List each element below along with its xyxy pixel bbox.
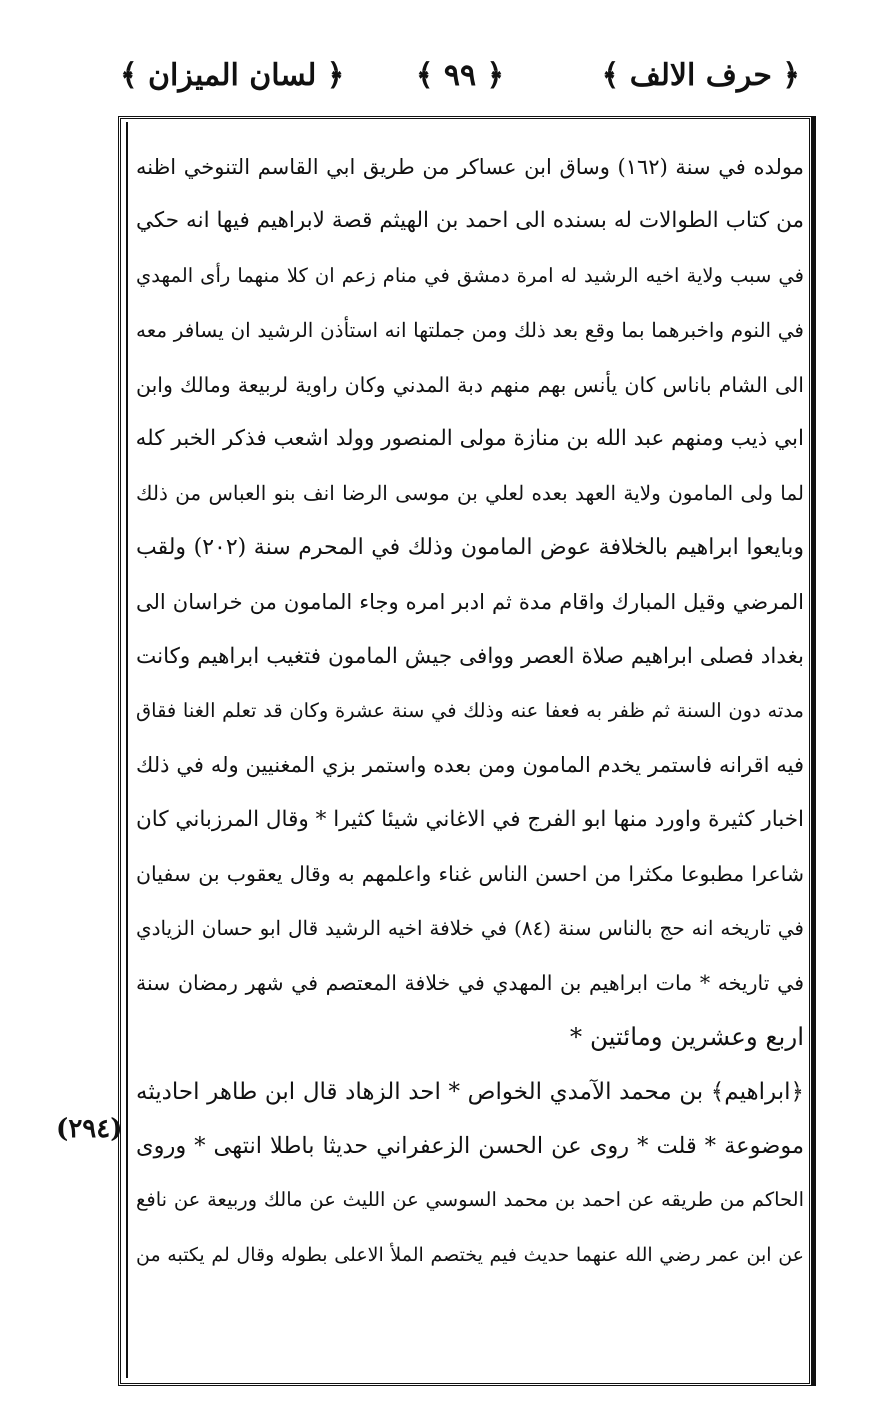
frame-inner-rule bbox=[126, 122, 128, 1378]
text-line: ابي ذيب ومنهم عبد الله بن منازة مولى المنصور وولد اشعب فذكر الخبر كله bbox=[136, 425, 804, 451]
text-line: في سبب ولاية اخيه الرشيد له امرة دمشق في منام زعم ان كلا منهما رأى المهدي bbox=[136, 263, 804, 287]
text-line: شاعرا مطبوعا مكثرا من احسن الناس غناء واعلمهم به وقال يعقوب بن سفيان bbox=[136, 862, 804, 887]
page-number: ﴿ ٩٩ ﴾ bbox=[415, 58, 505, 93]
text-line: الى الشام باناس كان يأنس بهم منهم دبة المدني وكان راوية لربيعة ومالك وابن bbox=[136, 372, 804, 397]
text-line: الحاكم من طريقه عن احمد بن محمد السوسي عن الليث عن مالك وربيعة عن نافع bbox=[136, 1188, 804, 1212]
text-line: في النوم واخبرهما بما وقع بعد ذلك ومن جملتها انه استأذن الرشيد ان يسافر معه bbox=[136, 318, 804, 343]
text-line: في تاريخه انه حج بالناس سنة (٨٤) في خلافة اخيه الرشيد قال ابو حسان الزيادي bbox=[136, 916, 804, 941]
entry-number-margin: (٢٩٤) bbox=[56, 1114, 123, 1144]
entry-heading-line: ﴿ابراهيم﴾ بن محمد الآمدي الخواص * احد الزهاد قال ابن طاهر احاديثه bbox=[136, 1078, 804, 1105]
chapter-title: ﴿ حرف الالف ﴾ bbox=[601, 58, 800, 93]
text-line: مدته دون السنة ثم ظفر به فعفا عنه وذلك في سنة عشرة وكان قد تعلم الغنا فقاق bbox=[136, 698, 804, 722]
main-text bbox=[136, 140, 804, 1282]
text-line: مولده في سنة (١٦٢) وساق ابن عساكر من طريق ابي القاسم التنوخي اظنه bbox=[136, 155, 804, 179]
text-line: اربع وعشرين ومائتين * bbox=[569, 1022, 804, 1052]
text-line: لما ولى المامون ولاية العهد بعده لعلي بن موسى الرضا انف بنو العباس من ذلك bbox=[136, 481, 804, 506]
text-line: موضوعة * قلت * روى عن الحسن الزعفراني حديثا باطلا انتهى * وروى bbox=[136, 1133, 804, 1160]
book-title: ﴿ لسان الميزان ﴾ bbox=[120, 58, 345, 93]
text-line: في تاريخه * مات ابراهيم بن المهدي في خلافة المعتصم في شهر رمضان سنة bbox=[136, 970, 804, 995]
text-line: عن ابن عمر رضي الله عنهما حديث فيم يختصم الملأ الاعلى بطوله وقال لم يكتبه من bbox=[136, 1243, 804, 1266]
frame-right-rule bbox=[812, 116, 816, 1386]
text-line: اخبار كثيرة واورد منها ابو الفرج في الاغاني شيئا كثيرا * وقال المرزباني كان bbox=[136, 806, 804, 832]
text-line: المرضي وقيل المبارك واقام مدة ثم ادبر امره وجاء المامون من خراسان الى bbox=[136, 590, 804, 615]
text-line: وبايعوا ابراهيم بالخلافة عوض المامون وذلك في المحرم سنة (٢٠٢) ولقب bbox=[136, 534, 804, 560]
page-header bbox=[120, 58, 800, 104]
text-line: بغداد فصلى ابراهيم صلاة العصر ووافى جيش المامون فتغيب ابراهيم وكانت bbox=[136, 643, 804, 669]
text-line: من كتاب الطوالات له بسنده الى احمد بن الهيثم قصة لابراهيم فيها انه حكي bbox=[136, 208, 804, 234]
text-line: فيه اقرانه فاستمر يخدم المامون ومن بعده واستمر بزي المغنيين وله في ذلك bbox=[136, 753, 804, 778]
